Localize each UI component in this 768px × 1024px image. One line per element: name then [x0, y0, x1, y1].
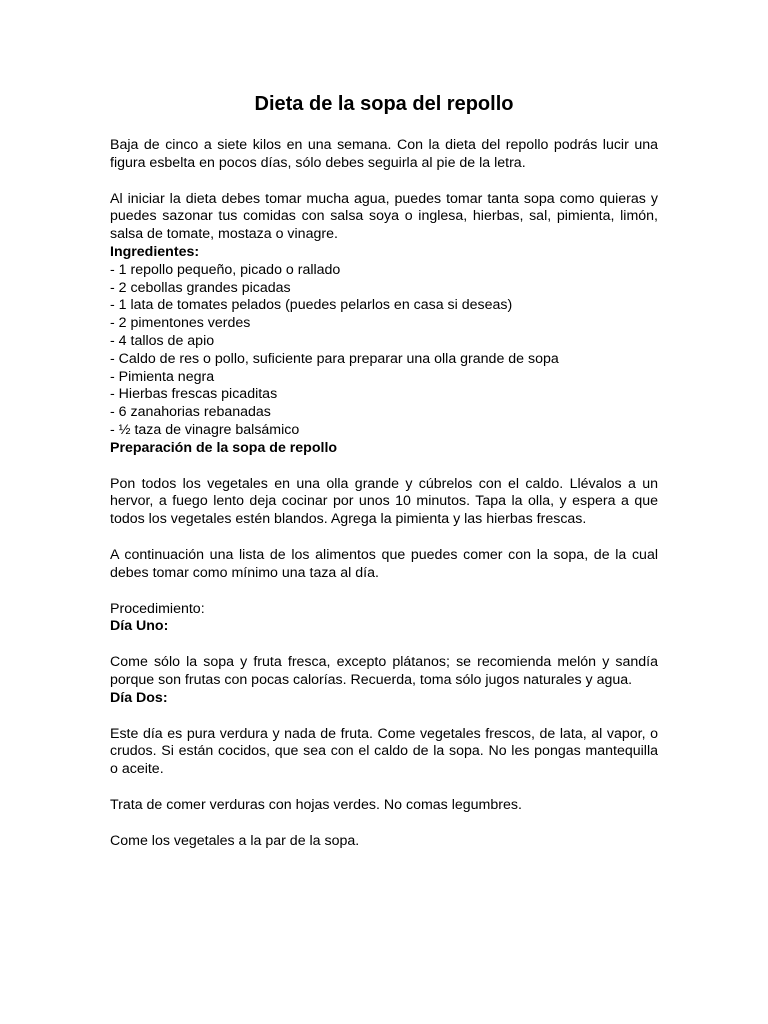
day-two-heading: Día Dos: — [110, 689, 168, 706]
intro-paragraph-1: Baja de cinco a siete kilos en una semana. Con la dieta del repollo podrás lucir una figura esbelta en pocos días, sólo debes seguirla al pie de la letra. — [110, 137, 658, 171]
ingredient-item: - Pimienta negra — [110, 368, 215, 385]
ingredients-heading: Ingredientes: — [110, 243, 200, 260]
preparation-paragraph-1: Pon todos los vegetales en una olla grande y cúbrelos con el caldo. Llévalos a un hervor, a fuego lento deja cocinar por unos 10 minutos. Tapa la olla, y espera a que todos los vegetales estén blandos. Agrega la pimienta y las hierbas frescas. — [110, 475, 658, 528]
ingredient-item: - 6 zanahorias rebanadas — [110, 404, 271, 421]
ingredient-item: - ½ taza de vinagre balsámico — [110, 421, 300, 438]
ingredient-item: - Caldo de res o pollo, suficiente para preparar una olla grande de sopa — [110, 350, 559, 367]
day-two-paragraph-2: Trata de comer verduras con hojas verdes. No comas legumbres. — [110, 796, 522, 813]
day-two-paragraph-1: Este día es pura verdura y nada de fruta. Come vegetales frescos, de lata, al vapor, o crudos. Si están cocidos, que sea con el caldo de la sopa. No les pongas mantequilla o aceite. — [110, 725, 658, 778]
ingredient-item: - 1 repollo pequeño, picado o rallado — [110, 261, 341, 278]
day-one-heading: Día Uno: — [110, 618, 169, 635]
ingredients-list — [110, 262, 658, 440]
preparation-heading: Preparación de la sopa de repollo — [110, 439, 338, 456]
ingredient-item: - 1 lata de tomates pelados (puedes pelarlos en casa si deseas) — [110, 297, 513, 314]
document-title: Dieta de la sopa del repollo — [254, 93, 514, 115]
procedure-label: Procedimiento: — [110, 600, 205, 617]
ingredient-item: - 2 pimentones verdes — [110, 315, 251, 332]
ingredient-item: - Hierbas frescas picaditas — [110, 386, 278, 403]
ingredient-item: - 4 tallos de apio — [110, 332, 215, 349]
preparation-paragraph-2: A continuación una lista de los alimentos que puedes comer con la sopa, de la cual debes tomar como mínimo una taza al día. — [110, 546, 658, 581]
intro-paragraph-2: Al iniciar la dieta debes tomar mucha agua, puedes tomar tanta sopa como quieras y puedes sazonar tus comidas con salsa soya o inglesa, hierbas, sal, pimienta, limón, salsa de tomate, mostaza o vinagre. — [110, 190, 658, 243]
day-one-paragraph: Come sólo la sopa y fruta fresca, excepto plátanos; se recomienda melón y sandía porque son frutas con pocas calorías. Recuerda, toma sólo jugos naturales y agua. — [110, 654, 658, 688]
document-page — [110, 92, 658, 851]
day-two-paragraph-3: Come los vegetales a la par de la sopa. — [110, 832, 360, 849]
ingredient-item: - 2 cebollas grandes picadas — [110, 279, 291, 296]
